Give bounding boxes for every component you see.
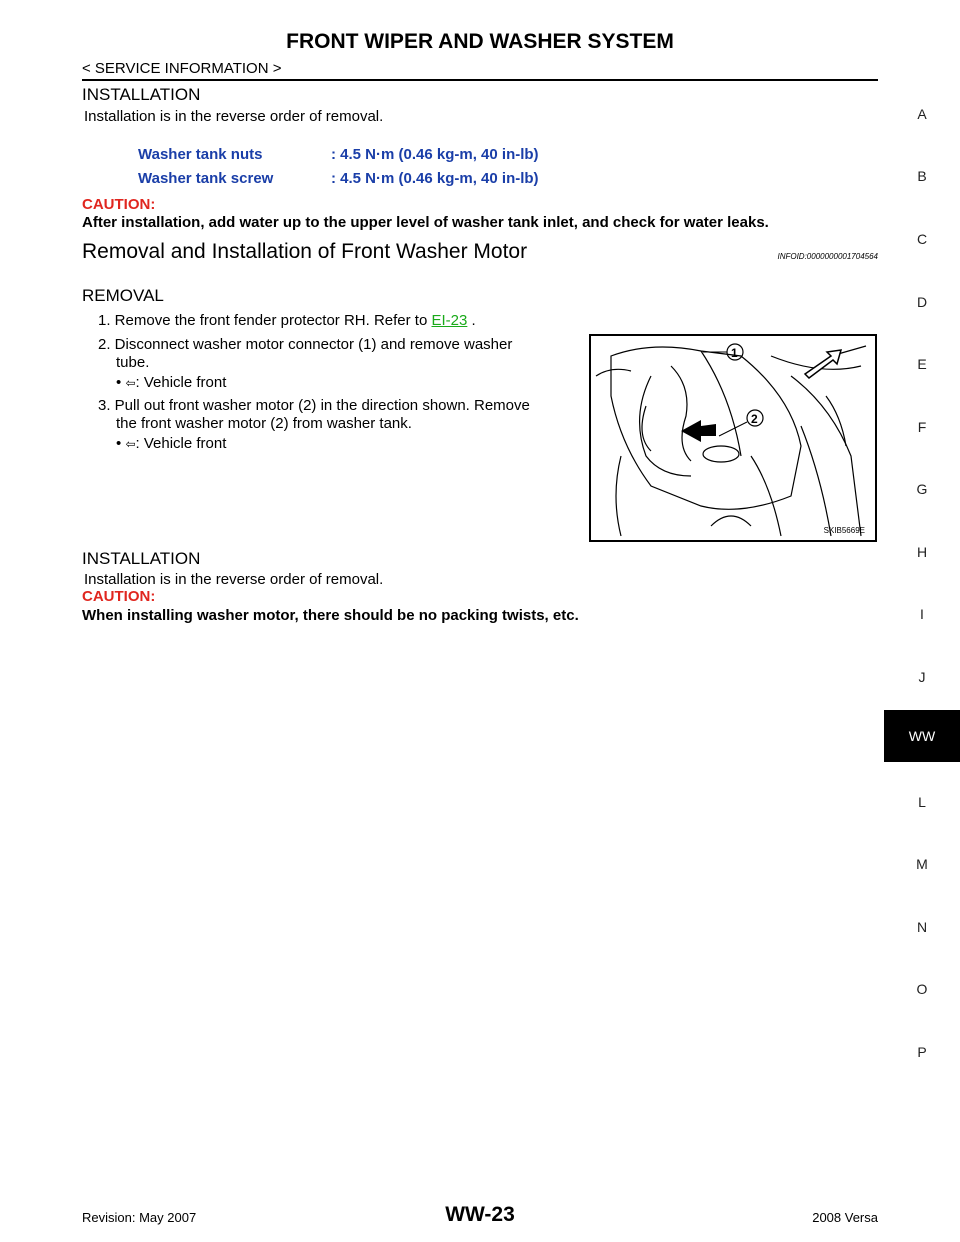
figure-code: SKIB5669E	[823, 526, 865, 535]
breadcrumb: < SERVICE INFORMATION >	[82, 60, 282, 77]
step-2-line-1: 2. Disconnect washer motor connector (1) and remove washer	[98, 336, 513, 353]
vehicle-front-arrow-icon: ⇦	[125, 437, 136, 451]
step-1	[98, 312, 476, 330]
bullet-text: : Vehicle front	[135, 374, 227, 391]
spec-value: : 4.5 N·m (0.46 kg-m, 40 in-lb)	[331, 170, 539, 187]
header-rule	[82, 79, 878, 81]
bullet-vehicle-front: • ⇦: Vehicle front	[116, 374, 227, 391]
caution-text: After installation, add water up to the upper level of washer tank inlet, and check for water leaks.	[82, 214, 769, 231]
tab-m[interactable]: M	[916, 856, 928, 872]
spec-value: : 4.5 N·m (0.46 kg-m, 40 in-lb)	[331, 146, 539, 163]
tab-l[interactable]: L	[918, 794, 926, 810]
installation-heading: INSTALLATION	[82, 85, 201, 104]
washer-motor-illustration	[589, 334, 877, 542]
page-title: FRONT WIPER AND WASHER SYSTEM	[286, 30, 674, 53]
footer-model: 2008 Versa	[812, 1210, 878, 1225]
direction-arrow-icon	[681, 420, 716, 442]
tab-g[interactable]: G	[916, 481, 928, 497]
caution-text-2: When installing washer motor, there should be no packing twists, etc.	[82, 607, 579, 624]
removal-heading: REMOVAL	[82, 286, 164, 305]
step-1-end: .	[467, 312, 476, 329]
installation-text-2: Installation is in the reverse order of removal.	[84, 571, 384, 588]
bullet-vehicle-front: • ⇦: Vehicle front	[116, 435, 227, 452]
caution-label: CAUTION:	[82, 196, 156, 213]
tab-f[interactable]: F	[917, 419, 927, 435]
page-number: WW-23	[445, 1203, 515, 1226]
tab-b[interactable]: B	[917, 168, 927, 184]
spec-label: Washer tank screw	[138, 170, 274, 187]
tab-n[interactable]: N	[916, 919, 928, 935]
step-3-line-1: 3. Pull out front washer motor (2) in the direction shown. Remove	[98, 397, 530, 414]
footer-revision: Revision: May 2007	[82, 1210, 197, 1225]
tab-d[interactable]: D	[916, 294, 928, 310]
tab-p[interactable]: P	[917, 1044, 927, 1060]
step-3-line-2: the front washer motor (2) from washer tank.	[116, 415, 412, 432]
tab-e[interactable]: E	[917, 356, 927, 372]
vehicle-front-arrow-icon: ⇦	[125, 376, 136, 390]
tab-j[interactable]: J	[918, 669, 926, 685]
callout-1: 1	[731, 346, 738, 360]
tab-c[interactable]: C	[916, 231, 928, 247]
info-id: INFOID:0000000001704564	[777, 252, 878, 261]
tab-a[interactable]: A	[917, 106, 927, 122]
bullet-text: : Vehicle front	[135, 435, 227, 452]
step-2-line-2: tube.	[116, 354, 150, 371]
step-1-text: 1. Remove the front fender protector RH. Refer to	[98, 312, 432, 329]
callout-2: 2	[751, 412, 758, 426]
tab-ww[interactable]: WW	[884, 710, 960, 762]
washer-motor-drawing	[591, 336, 875, 540]
tab-o[interactable]: O	[916, 981, 928, 997]
installation-heading-2: INSTALLATION	[82, 549, 201, 568]
tab-i[interactable]: I	[920, 606, 924, 622]
caution-label-2: CAUTION:	[82, 588, 156, 605]
vehicle-front-arrow-icon	[805, 350, 841, 378]
spec-label: Washer tank nuts	[138, 146, 263, 163]
installation-text: Installation is in the reverse order of removal.	[84, 108, 384, 125]
section-title: Removal and Installation of Front Washer Motor	[82, 240, 528, 263]
ei-23-link[interactable]: EI-23	[431, 312, 468, 329]
tab-h[interactable]: H	[916, 544, 928, 560]
